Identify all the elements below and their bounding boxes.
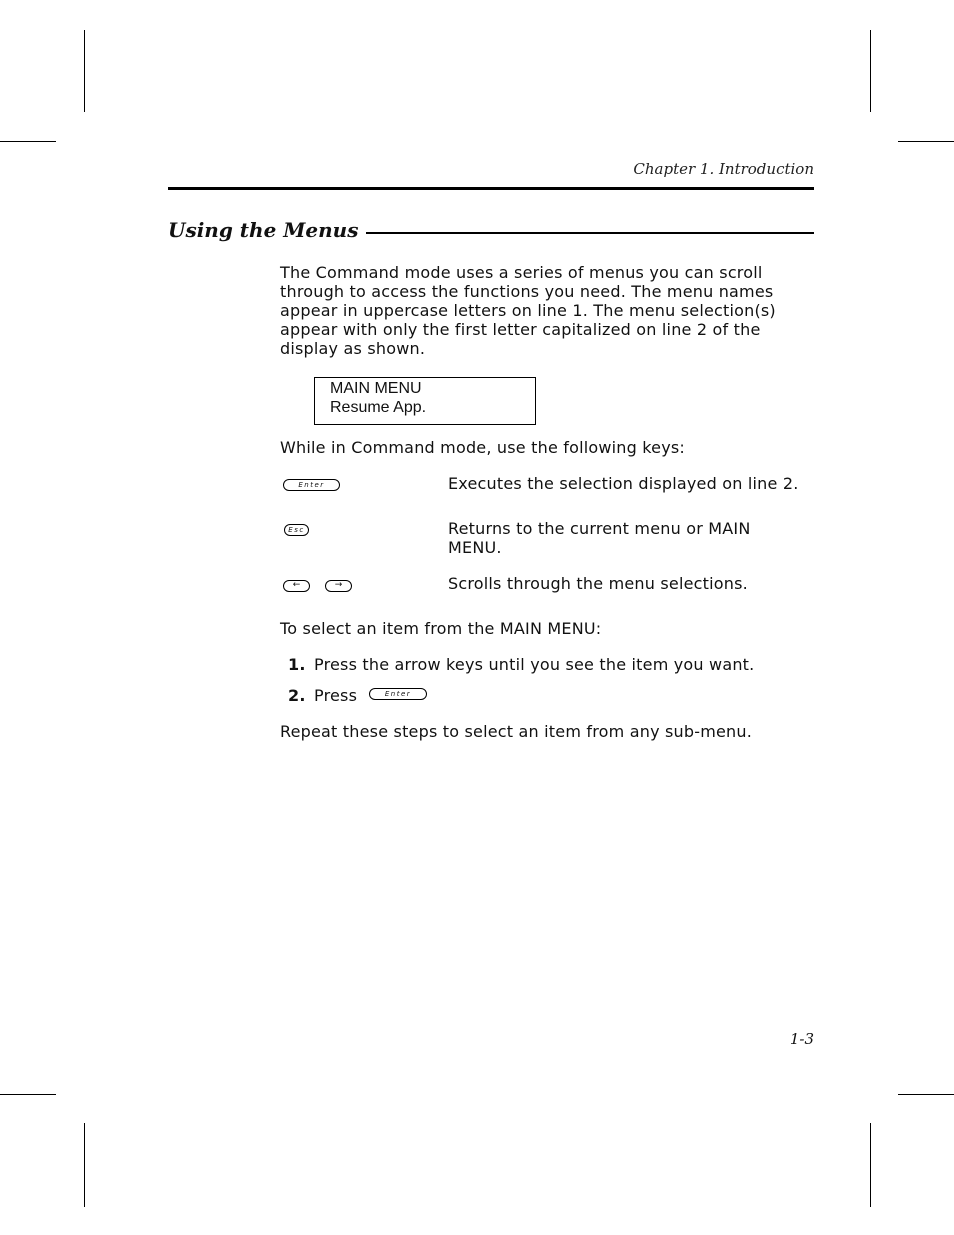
keys-intro: While in Command mode, use the following keys: (280, 438, 686, 457)
section-heading (168, 218, 814, 242)
esc-key-icon: Esc (284, 524, 309, 536)
step-text: Press the arrow keys until you see the item you want. (314, 655, 755, 674)
running-head: Chapter 1. Introduction (633, 160, 814, 178)
step-number: 1. (288, 655, 306, 674)
header-rule (168, 187, 814, 190)
menu-display (314, 377, 536, 425)
section-title: Using the Menus (168, 218, 359, 242)
enter-key-icon: Enter (283, 479, 340, 491)
display-line-1: MAIN MENU (330, 380, 422, 397)
crop-mark (898, 1094, 954, 1095)
enter-key-description: Executes the selection displayed on line 2. (448, 474, 799, 493)
display-line-2: Resume App. (330, 399, 427, 416)
left-arrow-key-icon: ← (283, 580, 310, 592)
right-arrow-key-icon: → (325, 580, 352, 592)
page-number: 1-3 (789, 1030, 814, 1048)
intro-paragraph: The Command mode uses a series of menus you can scroll through to access the functions you need. The menu names appear in uppercase letters on line 1. The menu selection(s) appear with only the first letter capitalized on line 2 of the display as shown. (280, 263, 776, 358)
esc-key-description: Returns to the current menu or MAIN MENU. (448, 519, 751, 557)
crop-mark (0, 141, 56, 142)
step-text: Press (314, 686, 358, 705)
crop-mark (898, 141, 954, 142)
step-2 (288, 686, 357, 705)
heading-rule (366, 232, 814, 234)
enter-key-icon: Enter (369, 688, 427, 700)
closing-paragraph: Repeat these steps to select an item from any sub-menu. (280, 722, 753, 741)
step-1 (288, 655, 754, 674)
crop-mark (0, 1094, 56, 1095)
step-number: 2. (288, 686, 306, 705)
crop-mark (84, 1123, 85, 1207)
select-intro: To select an item from the MAIN MENU: (280, 619, 602, 638)
crop-mark (870, 1123, 871, 1207)
crop-mark (84, 30, 85, 112)
arrow-keys-description: Scrolls through the menu selections. (448, 574, 748, 593)
crop-mark (870, 30, 871, 112)
